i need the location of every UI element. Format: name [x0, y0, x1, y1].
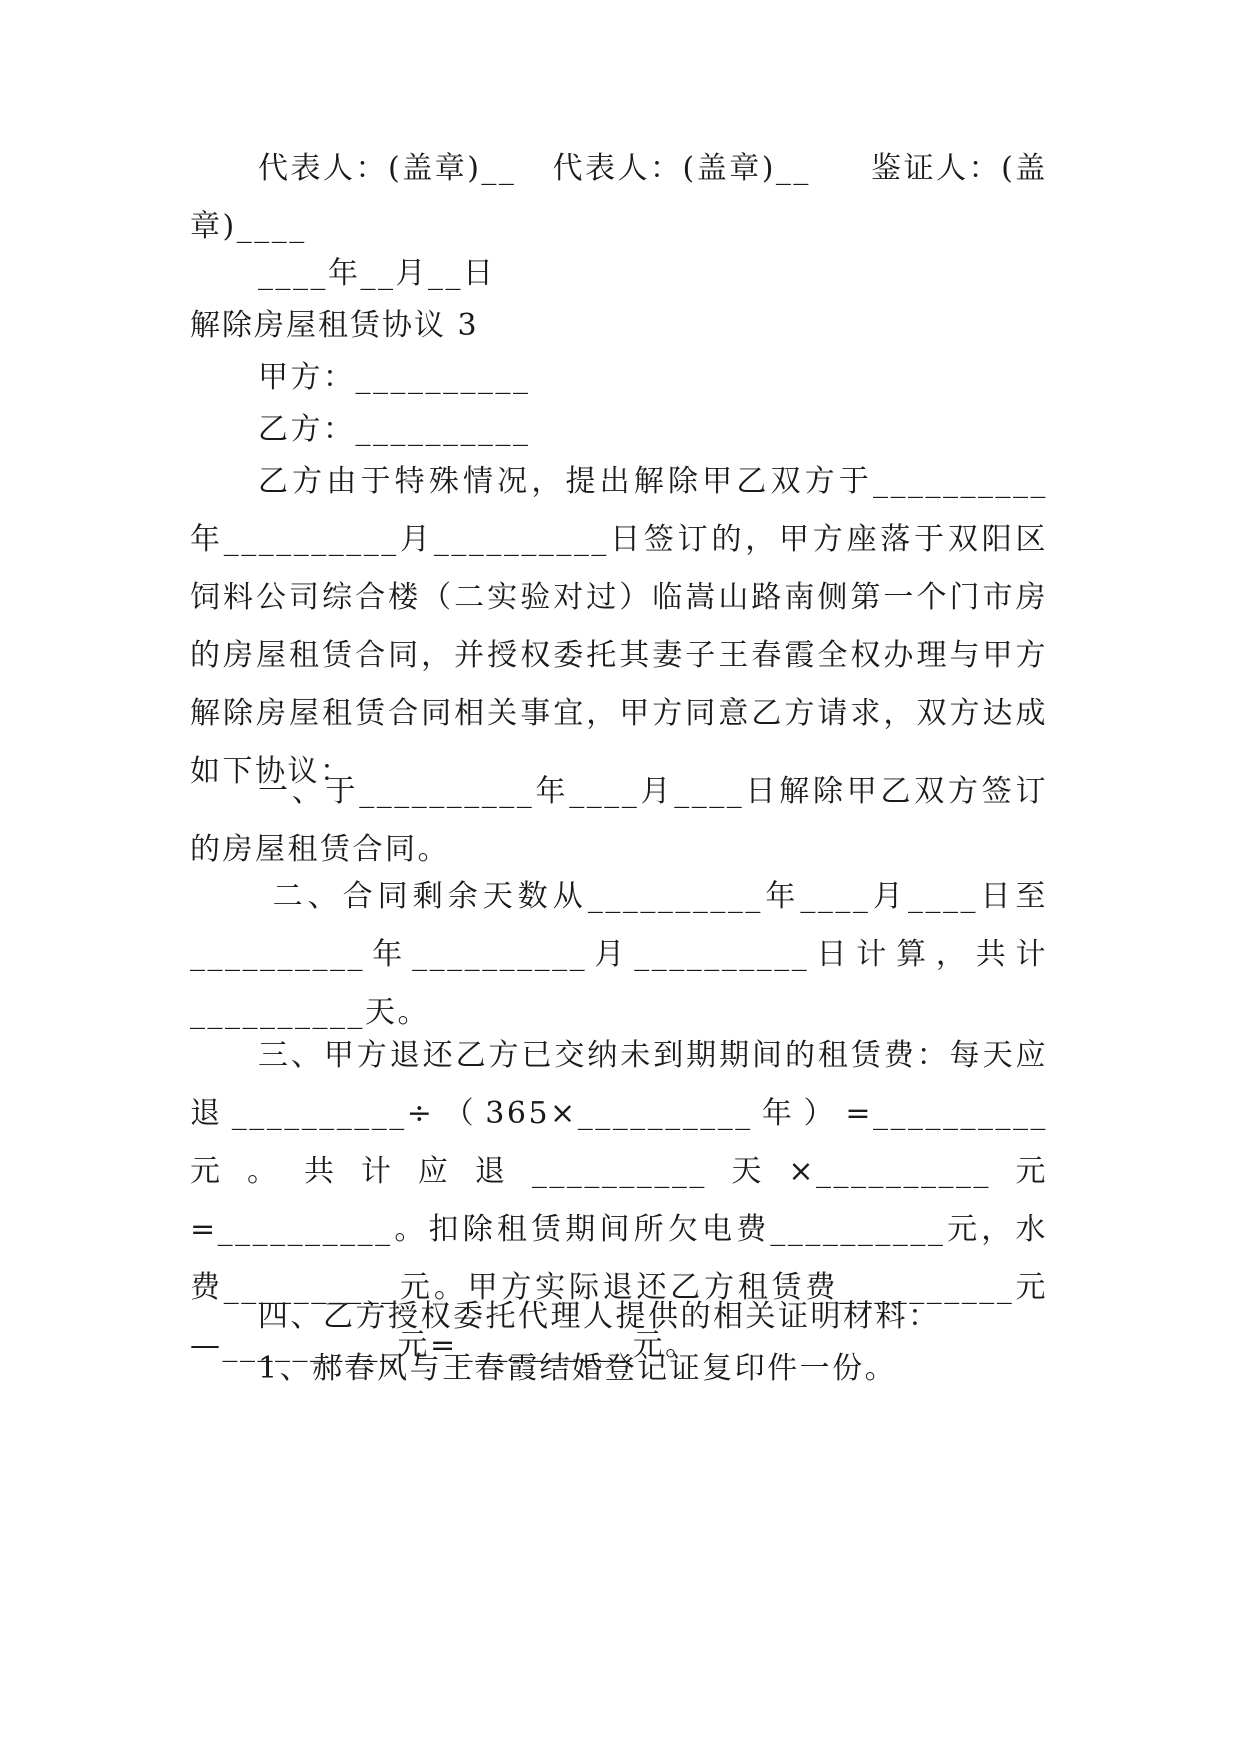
clause-4: 四、乙方授权委托代理人提供的相关证明材料： [258, 1299, 941, 1334]
item-1: 1、郝春风与王春霞结婚登记证复印件一份。 [258, 1351, 898, 1386]
clause-1: 一、于__________年____月____日解除甲乙双方签订的房屋租赁合同。 [190, 774, 1048, 867]
party-a-line: 甲方：__________ [258, 360, 531, 395]
clause-3: 三、甲方退还乙方已交纳未到期期间的租赁费：每天应退__________÷（365×__________年）=__________元。共计应退__________天×__________元=__________。扣除租赁期间所欠电费__________元，水费__________元。甲方实际退还乙方租赁费__________元—__________元=__________元。 [190, 1038, 1048, 1363]
clause-2: 二、合同剩余天数从__________年____月____日至__________年__________月__________日计算，共计__________天。 [190, 879, 1049, 1030]
intro-paragraph: 乙方由于特殊情况，提出解除甲乙双方于__________年__________月__________日签订的，甲方座落于双阳区饲料公司综合楼（二实验对过）临嵩山路南侧第一个门市房的房屋租赁合同，并授权委托其妻子王春霞全权办理与甲方解除房屋租赁合同相关事宜，甲方同意乙方请求，双方达成如下协议： [190, 464, 1048, 789]
document-title: 解除房屋租赁协议 3 [190, 308, 479, 343]
signature-line: 代表人：(盖章)__ 代表人：(盖章)__ 鉴证人：(盖章)____ [190, 151, 1048, 244]
party-b-line: 乙方：__________ [258, 412, 531, 447]
date-line: ____年__月__日 [258, 256, 496, 291]
